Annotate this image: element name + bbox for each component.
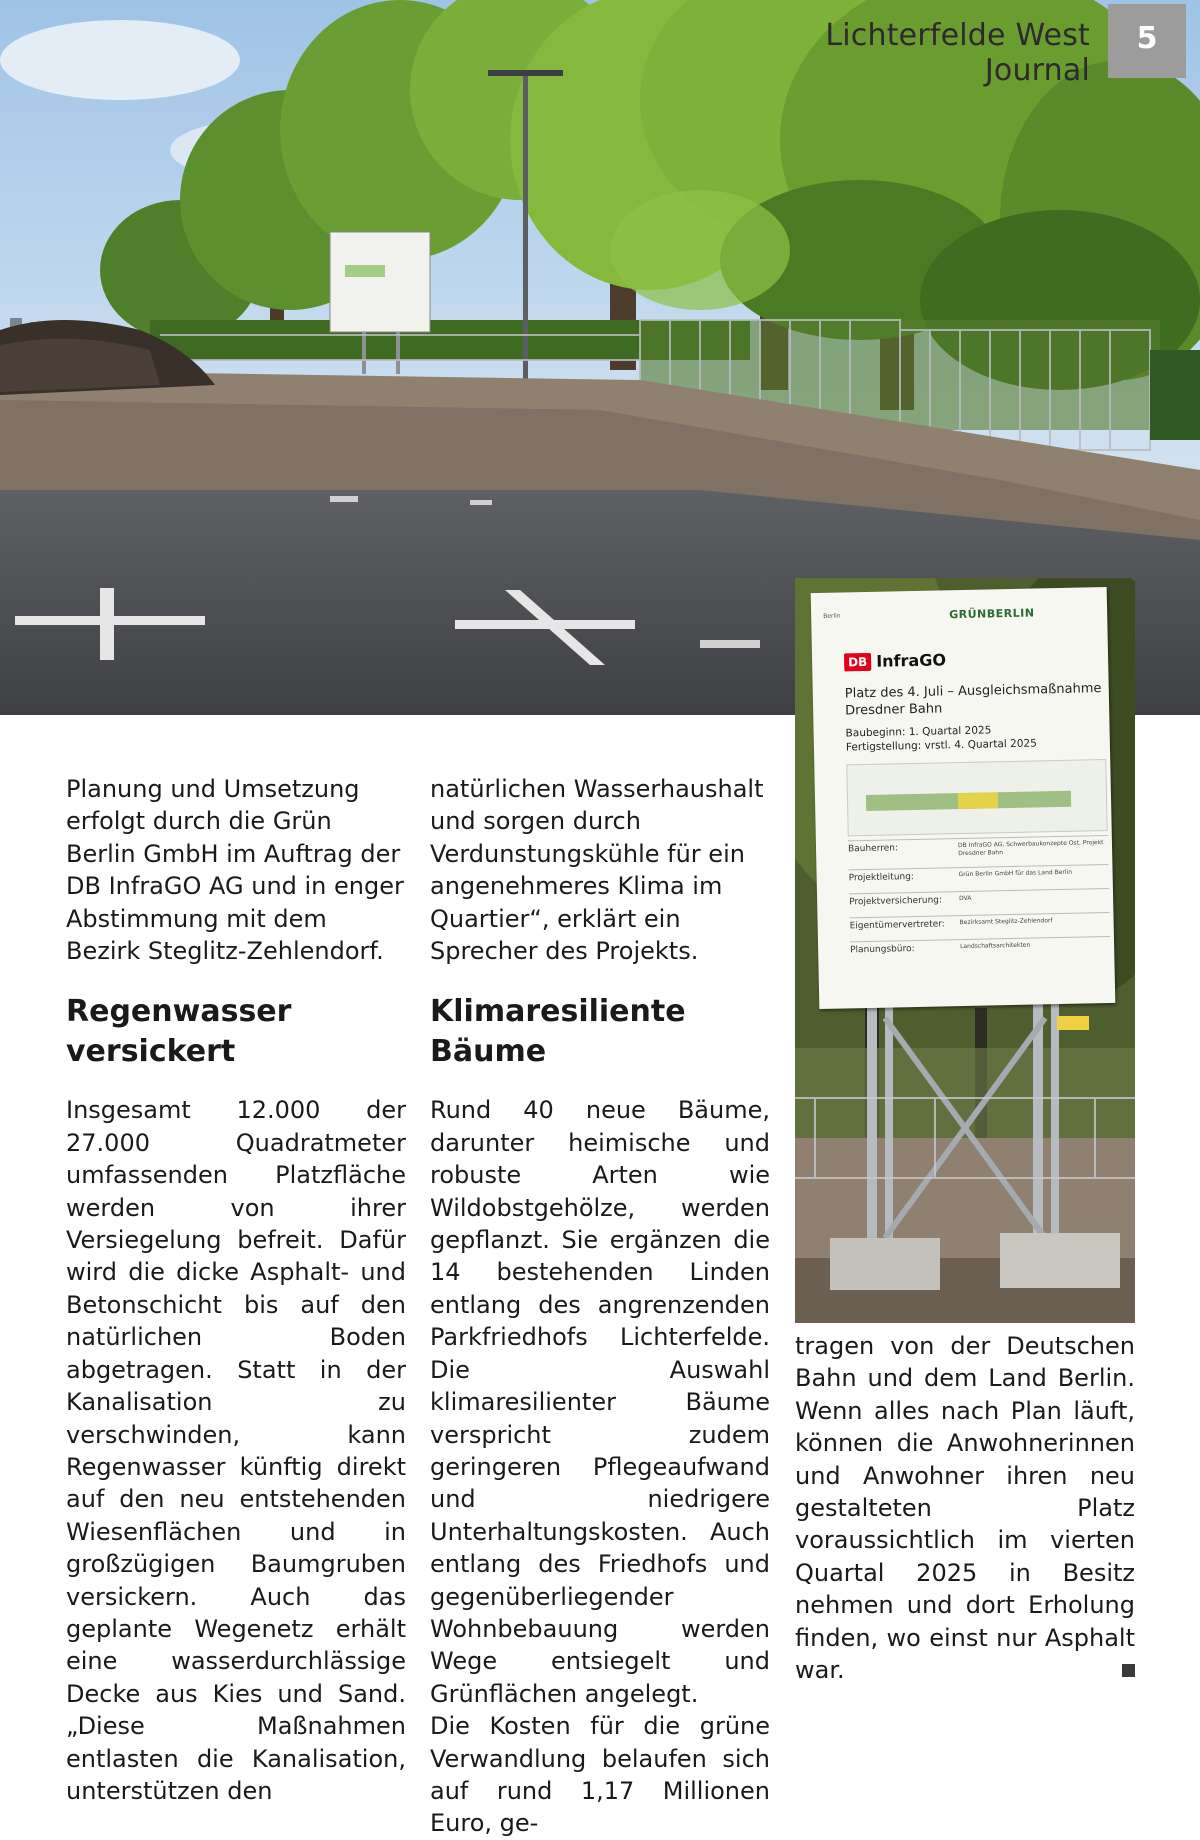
sign-row-value: DB InfraGO AG, Schwerbaukonzepte Ost, Projekt Dresdner Bahn [957,839,1104,858]
project-sign-board [811,587,1116,1009]
column-1-body: Insgesamt 12.000 der 27.000 Quadratmeter umfassenden Platzfläche werden von ihrer Versiegelung befreit. Dafür wird die dicke Asphalt- und Betonschicht bis auf den natürlichen Boden abgetragen. Statt in der Kanalisation zu verschwinden, kann Regenwasser künftig direkt auf den neu entstehenden Wiesenflächen und in großzügigen Baumgruben versickern. Auch das geplante Wegenetz erhält eine wasserdurchlässige Decke aus Kies und Sand. „Diese Maßnahmen entlasten die Kanalisation, unterstützen den [66,1096,406,1805]
heading-regenwasser-line2: versickert [66,1034,236,1070]
site-plan-map [846,759,1107,836]
heading-klimaresiliente-baeume: Klimaresiliente Bäume [430,994,686,1070]
sign-construction-start: Baubeginn: 1. Quartal 2025 [845,724,992,740]
sign-row-label: Projektversicherung: [849,895,943,908]
sign-gov-label: Berlin [823,612,841,620]
sign-row-value: Landschaftsarchitekten [960,941,1031,951]
sign-completion: Fertigstellung: vrstl. 4. Quartal 2025 [845,737,1037,754]
sign-row-value: DVA [959,894,972,903]
column-1-intro: Planung und Umsetzung erfolgt durch die Grün Berlin GmbH im Auftrag der DB InfraGO AG und in enger Abstimmung mit dem Bezirk Steglitz-Zehlendorf. [66,775,404,966]
journal-title: Lichterfelde West Journal [825,18,1090,88]
sign-row-label: Planungsbüro: [850,944,915,956]
column-3-body [795,1330,1135,1686]
db-logo-icon: DB [844,652,871,671]
sign-row [850,936,1110,965]
sign-info-table [848,835,1111,965]
project-sign-photo [795,578,1135,1323]
sign-row-label: Projektleitung: [848,872,915,884]
sign-row-label: Eigentümervertreter: [849,919,945,932]
sign-tag-icon [1057,1016,1089,1030]
sign-row-label: Bauherren: [847,843,899,855]
column-3 [795,1330,1135,1686]
sign-row-value: Grün Berlin GmbH für das Land Berlin [958,868,1073,879]
column-2-costs: Die Kosten für die grüne Verwandlung belaufen sich auf rund 1,17 Millionen Euro, ge- [430,1712,770,1838]
column-1 [66,773,406,1807]
sign-org-logo: GRÜNBERLIN [949,606,1035,622]
heading-regenwasser-line1: Regenwasser [66,994,292,1030]
page-number: 5 [1108,4,1186,78]
column-3-text: tragen von der Deutschen Bahn und dem Land Berlin. Wenn alles nach Plan läuft, können die Anwohnerinnen und Anwohner ihren neu gestalteten Platz voraussichtlich im vierten Quartal 2025 in Besitz nehmen und dort Erholung finden, wo einst nur Asphalt war. [795,1332,1135,1685]
heading-regenwasser [66,992,406,1072]
column-2 [430,773,770,1840]
site-plan-yellow-area [958,792,998,809]
column-2-body: Rund 40 neue Bäume, darunter heimische und robuste Arten wie Wildobstgehölze, werden gepflanzt. Sie ergänzen die 14 bestehenden Linden entlang des angrenzenden Parkfriedhofs Lichterfelde. Die Auswahl klimaresilienter Bäume verspricht zudem geringeren Pflegeaufwand und niedrigere Unterhaltungskosten. Auch entlang des Friedhofs und gegenüberliegender Wohnbebauung werden Wege entsiegelt und Grünflächen angelegt. [430,1096,770,1708]
column-2-intro: natürlichen Wasserhaushalt und sorgen durch Verdunstungskühle für ein angenehmeres Klima im Quartier“, erklärt ein Sprecher des Projekts. [430,775,764,966]
article-end-square-icon [1122,1664,1135,1677]
sign-title: Platz des 4. Juli – Ausgleichsmaßnahme Dresdner Bahn [844,681,1102,719]
sign-row-value: Bezirksamt Steglitz-Zehlendorf [959,917,1053,927]
sign-db-name: InfraGO [876,650,947,671]
